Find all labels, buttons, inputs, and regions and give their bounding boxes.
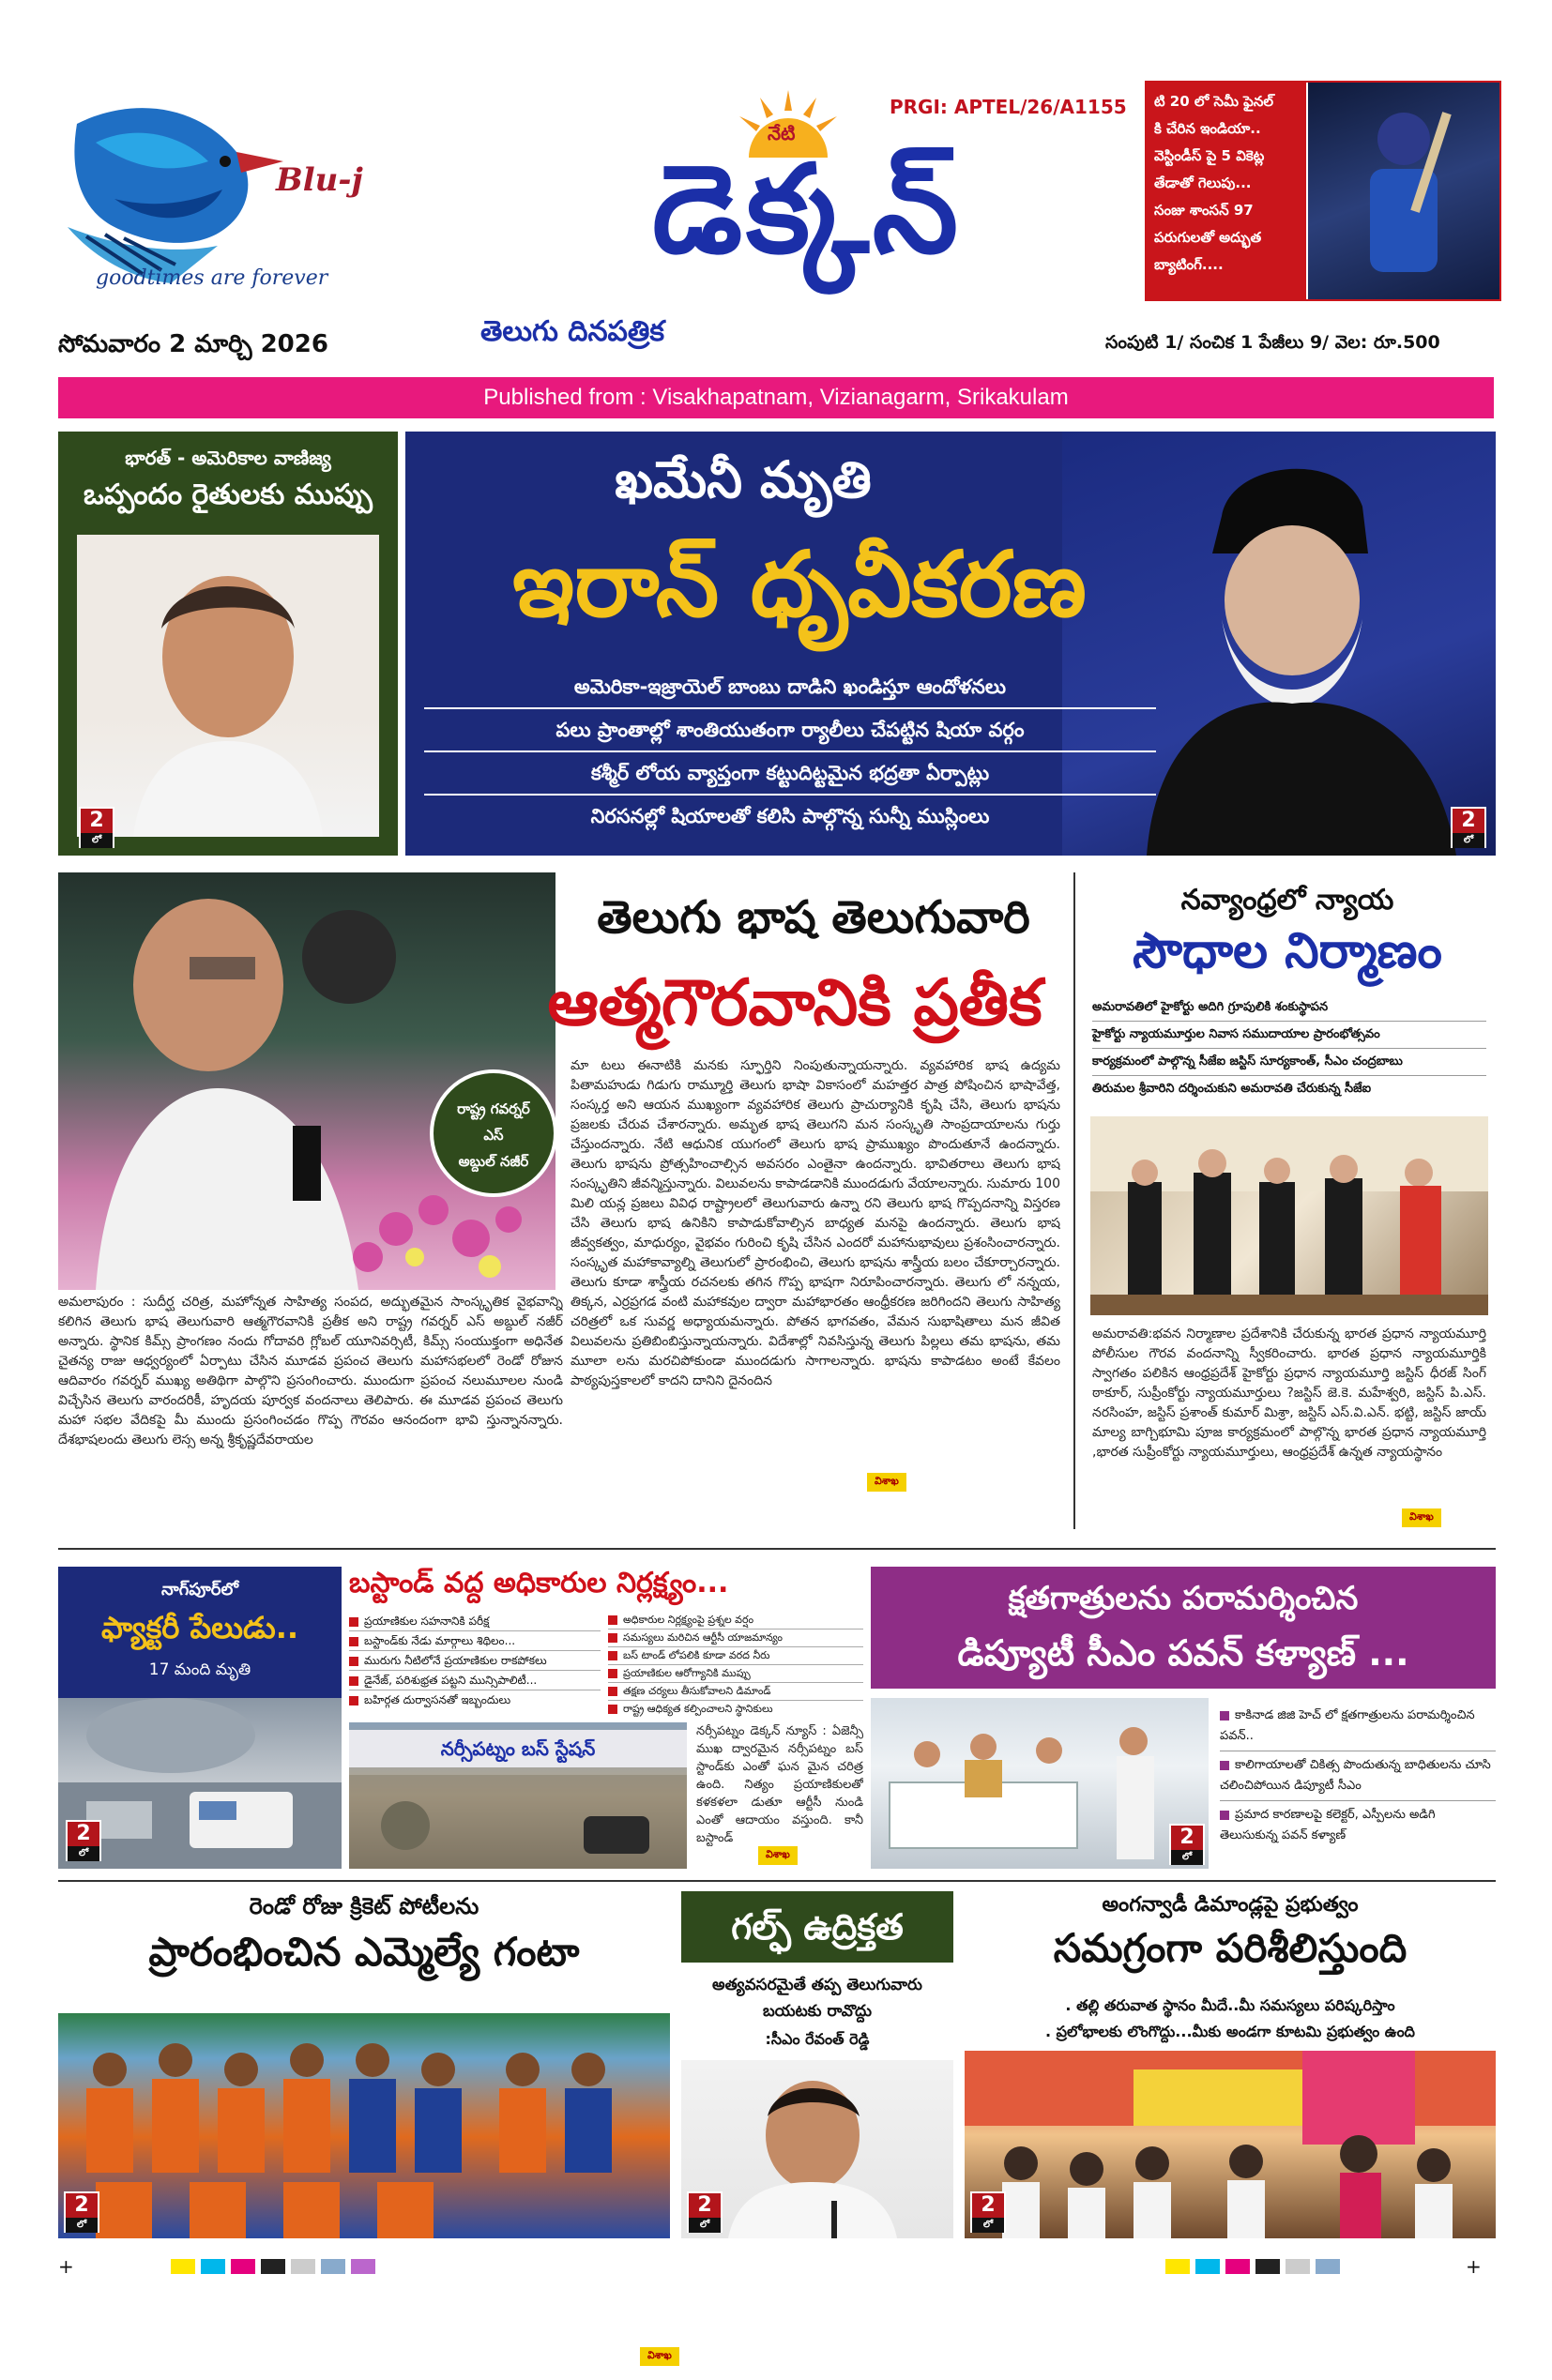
busstand-point: బస్టాండ్‌కు నేడు మార్గాలు శిథిలం... — [349, 1631, 601, 1651]
circle-line: ఎస్ — [483, 1127, 504, 1144]
busstand-point: ప్రయాణికుల ఆరోగ్యానికి ముప్పు — [608, 1665, 863, 1683]
promo-line: తేడాతో గెలుపు... — [1154, 174, 1252, 191]
justice-point: హైకోర్టు న్యాయమూర్తుల నివాస సముదాయాల ప్రారంభోత్సవం — [1092, 1022, 1486, 1049]
lead-point: నిరసనల్లో షియాలతో కలిసి పాల్గొన్న సున్నీ ముస్లింలు — [590, 805, 990, 827]
busstand-point: డైనేజ్, పరిశుభ్రత పట్టని మున్సిపాలిటీ... — [349, 1671, 601, 1690]
lead-headline: ఇరాన్ ధృవీకరణ — [512, 532, 1087, 637]
page-badge[interactable]: 2 లో — [66, 1820, 101, 1861]
anganwadi-photo — [965, 2051, 1496, 2238]
promo-line: కి చేరిన ఇండియా.. — [1154, 120, 1261, 137]
sun-label: నేటి — [768, 122, 796, 144]
telugu-body-right: మా టలు ఈనాటికి మనకు స్ఫూర్తిని నింపుతున్నాయన్నారు. వ్యవహారిక భాష ఉద్యమ పితామహుడు గిడుగు రామ్మూర్తి తెలుగు భాషా వికాసంలో మహత్తర పాత్ర పోషించిన భాషావేత్త, సంస్కర్త అని ఆయన ముఖ్యంగా వ్యవహారిక తెలుగు ప్రాచుర్యానికి కృషి చేసి, తెలుగు భాషను ప్రజలకు చేరువ చేశారన్నారు. అమృత భాష తెలుగని మన సంస్కృతి సాంప్రదాయాలను గుర్తు చేస్తుందన్నారు. నేటి ఆధునిక యుగంలో తెలుగు భాష ప్రాముఖ్యం పొందుతూనే ఉందన్నారు. తెలుగు భాషను ప్రోత్సహించాల్సిన అవసరం ఎంతైనా ఉందన్నారు. భావితరాలు తెలుగు భాష సంస్కృతిని జీవన్మిస్తున్నారు. విలువలను కాపాడడానికి ముందడుగు వేయాలన్నారు. సుమారు 100 మిలి యన్ల ప్రజలు వివిధ రాష్ట్రాలలో తెలుగువారు ఉన్నా రని తెలుగు భాష గొప్పదనాన్ని విస్తరణ చేసి తెలుగు భాష ఉనికిని కాపాడుకోవాల్సిన బాధ్యత మనపై ఉందన్నారు. తెలుగు భాష జీవ్వకత్వం, మాధుర్యం, వైభవం గురించి కృషి చేసిన ఎందరో మహానుభావులు ప్రశంసించారన్నారు. సంస్కృత మహాకావ్యాల్ని తెలుగులో ప్రారంభించి, తెలుగు భాషను శాస్త్రీయ బలం చేకూర్చారన్నారు. తెలుగు కూడా శాస్త్రీయ రచనలకు తగిన గొప్ప భాషగా నిరూపించారన్నారు. తెలుగు లో నన్నయ, తిక్కన, ఎర్రప్రగడ వంటి మహాకవుల ద్వారా మహాభారతం ఆంధ్రీకరణ జరిగిందని తెలుగు సాహిత్య చరిత్రలో ఒక సువర్ణ అధ్యాయమన్నారు. పోతన భాగవతం, వేమన సుభాషితాలు మన జీవిత విలువలను ప్రతిబింబిస్తున్నాయన్నారు. విదేశాల్లో నివసిస్తున్న తెలుగు పిల్లలు తమ భాషను, తమ మూలా లను మరచిపోకుండా ముందడుగు సాగాలన్నారు. భాషను కాపాడటం అంటే కేవలం పాఠ్యపుస్తకాలలో కాదని దానిని దైనందిన — [571, 1058, 1060, 1388]
justice-point: అమరావతిలో హైకోర్టు అదిగి గ్రూపులికి శంకుస్థాపన — [1092, 994, 1486, 1022]
busstand-point: ప్రయాణికుల సహనానికి పరీక్ష — [349, 1612, 601, 1631]
register-mark-left: + — [58, 2255, 74, 2278]
brand-logo — [58, 86, 405, 311]
busstand-right-points — [608, 1612, 863, 1718]
circle-line: అబ్దుల్ నజీర్ — [458, 1153, 529, 1170]
gulf-story[interactable] — [681, 1891, 953, 2238]
lead-point: అమెరికా-ఇజ్రాయెల్ బాంబు దాడిని ఖండిస్తూ ఆందోళనలు — [424, 666, 1156, 709]
circle-line: రాష్ట్ర గవర్నర్ — [457, 1100, 530, 1117]
busstand-left-points — [349, 1612, 601, 1709]
anganwadi-kicker: అంగన్వాడీ డిమాండ్లపై ప్రభుత్వం — [1102, 1893, 1359, 1917]
cricket-team-photo — [58, 2013, 670, 2238]
trade-kicker: భారత్ - అమెరికాల వాణిజ్య — [125, 447, 331, 469]
busstand-point: సమస్యలు మరిచిన ఆర్టీసీ యాజమాన్యం — [608, 1630, 863, 1647]
register-mark-right: + — [1466, 2255, 1482, 2278]
busstand-photo — [349, 1722, 687, 1869]
busstand-point: మురుగు నీటిలోనే ప్రయాణికుల రాకపోకలు — [349, 1651, 601, 1671]
pawan-story[interactable] — [871, 1567, 1496, 1869]
section-tag: విశాఖ — [758, 1846, 798, 1865]
promo-line: బ్యాటింగ్.... — [1154, 256, 1224, 273]
issue-line: సంపుటి 1/ సంచిక 1 పేజీలు 9/ వెల: రూ.500 — [1105, 332, 1440, 353]
section-tag: విశాఖ — [1402, 1508, 1441, 1527]
published-text: Published from : Visakhapatnam, Vizianagarm, Srikakulam — [483, 385, 1069, 410]
gulf-headline: గల్ఫ్ ఉద్రిక్తత — [681, 1891, 953, 1963]
politician-photo — [77, 535, 379, 837]
published-bar — [58, 377, 1494, 418]
lead-point: పలు ప్రాంతాల్లో శాంతియుతంగా ర్యాలీలు చేపట్టిన షియా వర్గం — [424, 709, 1156, 752]
page-badge[interactable]: 2 లో — [1451, 807, 1486, 848]
page-badge[interactable]: 2 లో — [687, 2191, 723, 2233]
anganwadi-headline: సమగ్రంగా పరిశీలిస్తుంది — [1053, 1925, 1407, 1971]
masthead-title: డెక్కన్ — [651, 138, 963, 280]
governor-caption-circle — [430, 1069, 557, 1197]
ganta-headline: ప్రారంభించిన ఎమ్మెల్యే గంటా — [148, 1929, 580, 1975]
cricketer-photo — [1308, 83, 1499, 299]
justice-story[interactable] — [1073, 872, 1498, 1529]
pawan-headline-1: క్షతగాత్రులను పరామర్శించిన — [1008, 1580, 1359, 1617]
busstand-point: బహిర్గత దుర్వాసనతో ఇబ్బందులు — [349, 1690, 601, 1709]
telugu-headline: ఆత్మగౌరవానికి ప్రతీక — [547, 966, 1042, 1040]
prgi-number: PRGI: APTEL/26/A1155 — [890, 96, 1127, 118]
promo-line: వెస్టిండీస్ పై 5 వికెట్ల — [1154, 147, 1265, 164]
justice-photo — [1090, 1116, 1488, 1315]
page-badge[interactable]: 2 లో — [1169, 1824, 1205, 1865]
justice-headline: సౌధాల నిర్మాణం — [1133, 923, 1442, 979]
justice-points — [1092, 994, 1486, 1102]
busstand-point: బస్ టాండ్‌ లోపలికి కూడా వరద నీరు — [608, 1647, 863, 1665]
nagpur-sub: 17 మంది మృతి — [148, 1660, 251, 1679]
ganta-story[interactable] — [58, 1891, 670, 2238]
anganwadi-point: . ప్రలోభాలకు లొంగొద్దు...మీకు అండగా కూటమి ప్రభుత్వం ఉంది — [1045, 2023, 1415, 2040]
pawan-points — [1220, 1704, 1496, 1850]
busstand-body: నర్సీపట్నం డెక్కన్ న్యూస్ : ఏజెన్సీ ముఖ ద్వారమైన నర్సీపట్నం బస్ స్టాండ్‌కు ఎంతో ఘన మైన చరిత్ర ఉంది. నిత్యం ప్రయాణికులతో కళకళలా డుతూ ఆర్టీసీ నుండి ఎంతో ఆదాయం వస్తుంది. కానీ బస్టాండ్ — [696, 1724, 863, 1845]
busstand-story[interactable] — [349, 1567, 863, 1869]
masthead — [0, 0, 1552, 422]
anganwadi-story[interactable] — [965, 1891, 1496, 2238]
telugu-language-story[interactable] — [58, 872, 1062, 1529]
pawan-point: ప్రమాద కారణాలపై కలెక్టర్, ఎస్పీలను అడిగి తెలుసుకున్న పవన్ కళ్యాణ్ — [1220, 1808, 1436, 1842]
logo-tagline: goodtimes are forever — [96, 266, 328, 290]
telugu-body-left: అమలాపురం : సుదీర్ఘ చరిత్ర, మహోన్నత సాహిత్య సంపద, అద్భుతమైన సాంస్కృతిక వైభవాన్ని కలిగిన తెలుగు భాష తెలుగువారి ఆత్మగౌరవానికి ప్రతీక అని రాష్ట్ర గవర్నర్ ఎస్ అబ్దుల్ నజీర్ అన్నారు. స్థానిక కిమ్స్ ప్రాంగణం నందు గోదావరి గ్లోబల్ యూనివర్సిటీ, కిమ్స్ సంయుక్తంగా అధినేత చైతన్య రాజు ఆధ్వర్యంలో ఏర్పాటు చేసిన మూడవ ప్రపంచ తెలుగు మహాసభలలో రెండో రోజున ఆదివారం గవర్నర్ ముఖ్య అతిథిగా పాల్గొని ప్రసంగించారు. ముందుగా ప్రపంచ నలుమూలల నుండి విచ్చేసిన తెలుగు వారందరికీ, హృదయ పూర్వక వందనాలు తెలిపారు. ఈ మూడవ ప్రపంచ తెలుగు మహా సభల వేదికపై మీ ముందు ప్రసంగించడం గొప్ప గౌరవం ఆనందంగా భావి స్తున్నానన్నారు. దేశభాషలందు తెలుగు లెస్స అన్న శ్రీకృష్ణదేవరాయల — [58, 1295, 563, 1448]
hospital-photo — [871, 1698, 1209, 1869]
nagpur-headline: ఫ్యాక్టరీ పేలుడు.. — [100, 1610, 299, 1645]
divider — [58, 1548, 1496, 1550]
logo-brand-text: Blu-j — [276, 161, 363, 199]
justice-point: తిరుమల శ్రీవారిని దర్శించుకుని అమరావతి చేరుకున్న సీజేఐ — [1092, 1082, 1372, 1096]
busstand-point: అధికారుల నిర్లక్ష్యంపై ప్రశ్నల వర్షం — [608, 1612, 863, 1630]
lead-points — [424, 666, 1156, 837]
color-bar-right — [1165, 2259, 1346, 2278]
justice-point: కార్యక్రమంలో పాల్గొన్న సీజేఐ జస్టిస్ సూర్యకాంత్, సీఎం చంద్రబాబు — [1092, 1049, 1486, 1076]
gulf-attribution: :సీఎం రేవంత్ రెడ్డి — [765, 2030, 870, 2048]
telugu-kicker: తెలుగు భాష తెలుగువారి — [597, 891, 1030, 944]
justice-kicker: నవ్యాంధ్రలో న్యాయ — [1180, 884, 1394, 917]
section-tag: విశాఖ — [867, 1473, 906, 1492]
trade-deal-story[interactable] — [58, 432, 398, 856]
lead-point: కశ్మీర్ లోయ వ్యాప్తంగా కట్టుదిట్టమైన భద్రతా ఏర్పాట్లు — [424, 752, 1156, 796]
footer-registration — [58, 2253, 1496, 2291]
section-tag: విశాఖ — [640, 2347, 679, 2366]
lead-kicker: ఖమేనీ మృతి — [615, 450, 872, 509]
pawan-headline-2: డిప్యూటీ సీఎం పవన్ కళ్యాణ్ ... — [957, 1632, 1409, 1674]
masthead-subtitle: తెలుగు దినపత్రిక — [480, 315, 664, 348]
page-badge[interactable]: 2 లో — [64, 2191, 99, 2233]
date-line: సోమవారం 2 మార్చి 2026 — [58, 330, 328, 358]
promo-line: పరుగులతో అద్భుత — [1154, 229, 1262, 246]
busstand-point: తక్షణ చర్యలు తీసుకోవాలని డిమాండ్ — [608, 1683, 863, 1701]
color-bar-left — [171, 2259, 381, 2278]
nagpur-story[interactable] — [58, 1567, 342, 1869]
nagpur-kicker: నాగ్‌పూర్‌లో — [161, 1580, 238, 1599]
justice-body: అమరావతి:భవన నిర్మాణాల ప్రదేశానికి చేరుకున్న భారత ప్రధాన న్యాయమూర్తి పోలీసుల గౌరవ వందనాన్ని స్వీకరించారు. భారత ప్రధాన న్యాయమూర్తికి స్వాగతం పలికిన ఆంధ్రప్రదేశ్ హైకోర్టు ప్రధాన న్యాయమూర్తి జస్టిస్ ధీరజ్ సింగ్ ఠాకూర్, సుప్రీంకోర్టు న్యాయమూర్తులు ?జస్టిస్ జె.కె. మహేశ్వరి, జస్టిస్ పి.ఎస్. నరసింహ, జస్టిస్ ప్రశాంత్ కుమార్ మిశ్రా, జస్టిస్ ఎస్.వి.ఎన్. భట్టి, జస్టిస్ జాయ్ మాల్య బాగ్చిభూమి పూజ కార్యక్రమంలో పాల్గొన్న భారత ప్రధాన న్యాయమూర్తి ,భారత సుప్రీంకోర్టు న్యాయమూర్తులు, ఆంధ్రప్రదేశ్ ఉన్నత న్యాయస్థానం — [1092, 1326, 1486, 1460]
page-badge[interactable]: 2 లో — [970, 2191, 1006, 2233]
busstand-point: రాష్ట్ర ఆధిక్యత కల్పించాలని స్థానికులు — [608, 1701, 863, 1718]
promo-line: సంజు శాంసన్ 97 — [1154, 202, 1254, 219]
divider — [58, 1880, 1496, 1882]
cricket-promo[interactable] — [1145, 81, 1501, 301]
pawan-headline-box — [871, 1567, 1496, 1689]
lead-story[interactable] — [405, 432, 1496, 856]
busstand-headline: బస్టాండ్ వద్ద అధికారుల నిర్లక్ష్యం... — [349, 1567, 729, 1599]
ganta-kicker: రెండో రోజు క్రికెట్ పోటీలను — [249, 1893, 479, 1919]
gulf-quote: అత్యవసరమైతే తప్ప తెలుగువారు బయటకు రావొద్దు — [712, 1976, 922, 2021]
pawan-point: కాలిగాయాలతో చికిత్స పొందుతున్న బాధితులను చూసి చలించిపోయిన డిప్యూటీ సీఎం — [1220, 1751, 1496, 1801]
anganwadi-point: . తల్లి తరువాత స్థానం మీదే..మీ సమస్యలు పరిష్కరిస్తాం — [1065, 1996, 1395, 2014]
promo-line: టి 20 లో సెమీ ఫైనల్ — [1154, 93, 1274, 110]
busstand-sign: నర్సీపట్నం బస్ స్టేషన్ — [349, 1730, 687, 1767]
trade-headline: ఒప్పందం రైతులకు ముప్పు — [84, 478, 373, 511]
pawan-point: కాకినాడ జిజి హెచ్ లో క్షతగాత్రులను పరామర్శించిన పవన్.. — [1220, 1704, 1496, 1751]
page-badge[interactable]: 2 లో — [79, 807, 114, 848]
